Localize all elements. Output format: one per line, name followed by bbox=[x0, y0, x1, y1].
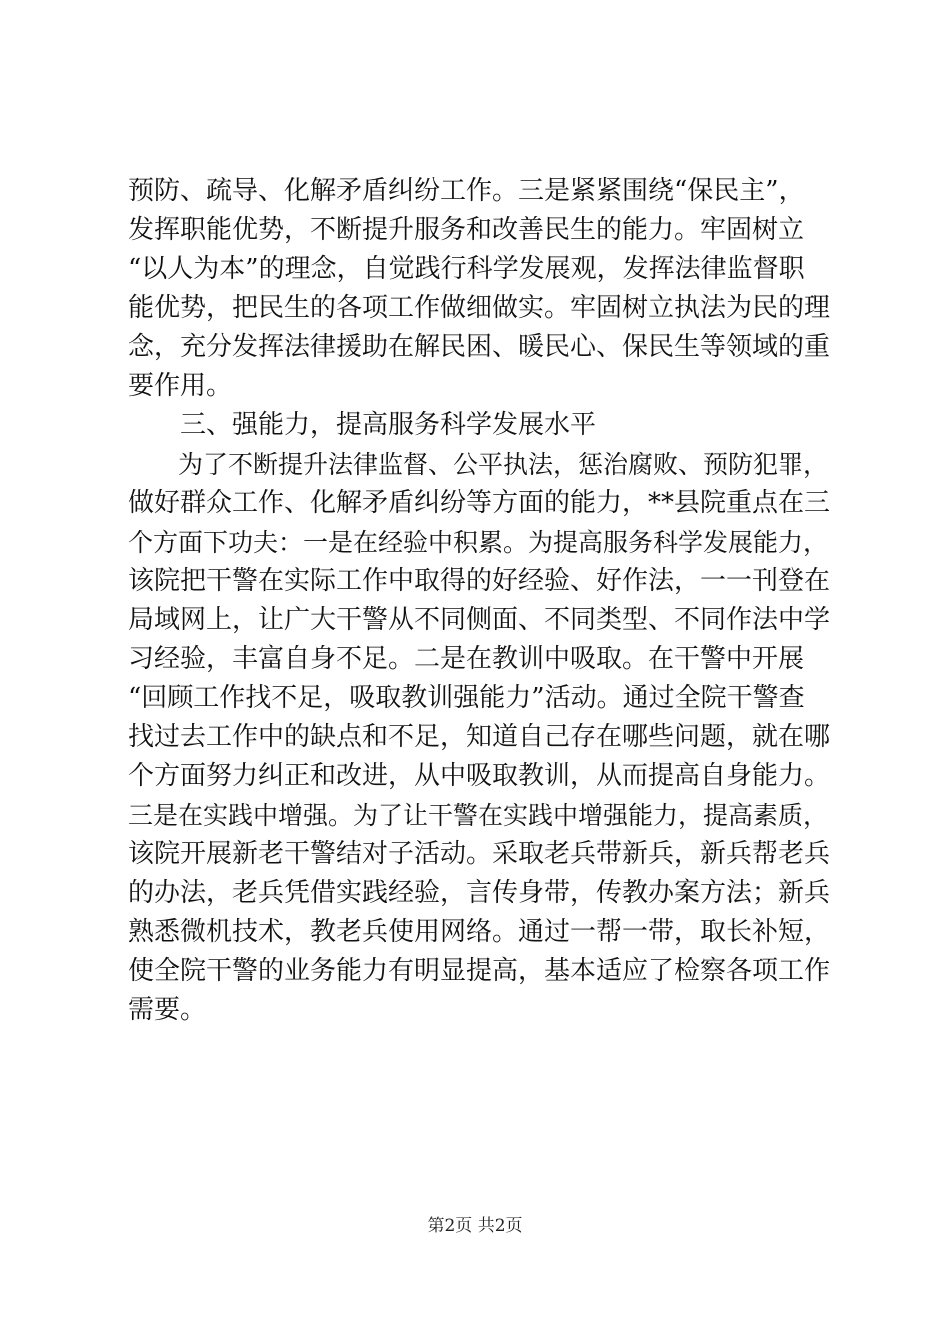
text-line: 念，充分发挥法律援助在解民困、暖民心、保民生等领域的重 bbox=[128, 332, 831, 362]
section-heading: 三、强能力，提高服务科学发展水平 bbox=[128, 410, 597, 440]
body-text bbox=[128, 172, 838, 1030]
text-line: 熟悉微机技术，教老兵使用网络。通过一帮一带，取长补短， bbox=[128, 917, 831, 947]
page-number-footer: 第2页 共2页 bbox=[427, 1216, 523, 1236]
text-line: 的办法，老兵凭借实践经验，言传身带，传教办案方法；新兵 bbox=[128, 878, 831, 908]
text-line: 个方面下功夫：一是在经验中积累。为提高服务科学发展能力， bbox=[128, 528, 829, 557]
text-line: 发挥职能优势，不断提升服务和改善民生的能力。牢固树立 bbox=[128, 215, 805, 245]
text-line: “回顾工作找不足，吸取教训强能力”活动。通过全院干警查 bbox=[128, 683, 805, 713]
text-line: 三是在实践中增强。为了让干警在实践中增强能力，提高素质， bbox=[128, 801, 829, 830]
text-line: 要作用。 bbox=[128, 371, 233, 401]
text-line: 该院把干警在实际工作中取得的好经验、好作法，一一刊登在 bbox=[128, 566, 831, 596]
text-line: 需要。 bbox=[128, 995, 207, 1025]
text-line: “以人为本”的理念，自觉践行科学发展观，发挥法律监督职 bbox=[128, 254, 805, 284]
text-line: 做好群众工作、化解矛盾纠纷等方面的能力，**县院重点在三 bbox=[128, 488, 831, 518]
text-line: 使全院干警的业务能力有明显提高，基本适应了检察各项工作 bbox=[128, 956, 831, 986]
text-line: 预防、疏导、化解矛盾纠纷工作。三是紧紧围绕“保民主”， bbox=[128, 176, 805, 206]
text-line: 个方面努力纠正和改进，从中吸取教训，从而提高自身能力。 bbox=[128, 761, 831, 791]
text-line: 局域网上，让广大干警从不同侧面、不同类型、不同作法中学 bbox=[128, 605, 831, 635]
text-line: 习经验，丰富自身不足。二是在教训中吸取。在干警中开展 bbox=[128, 644, 805, 674]
text-line: 为了不断提升法律监督、公平执法，惩治腐败、预防犯罪， bbox=[128, 450, 829, 479]
text-line: 该院开展新老干警结对子活动。采取老兵带新兵，新兵帮老兵 bbox=[128, 839, 831, 869]
text-line: 能优势，把民生的各项工作做细做实。牢固树立执法为民的理 bbox=[128, 293, 831, 323]
text-line: 找过去工作中的缺点和不足，知道自己存在哪些问题，就在哪 bbox=[128, 722, 831, 752]
